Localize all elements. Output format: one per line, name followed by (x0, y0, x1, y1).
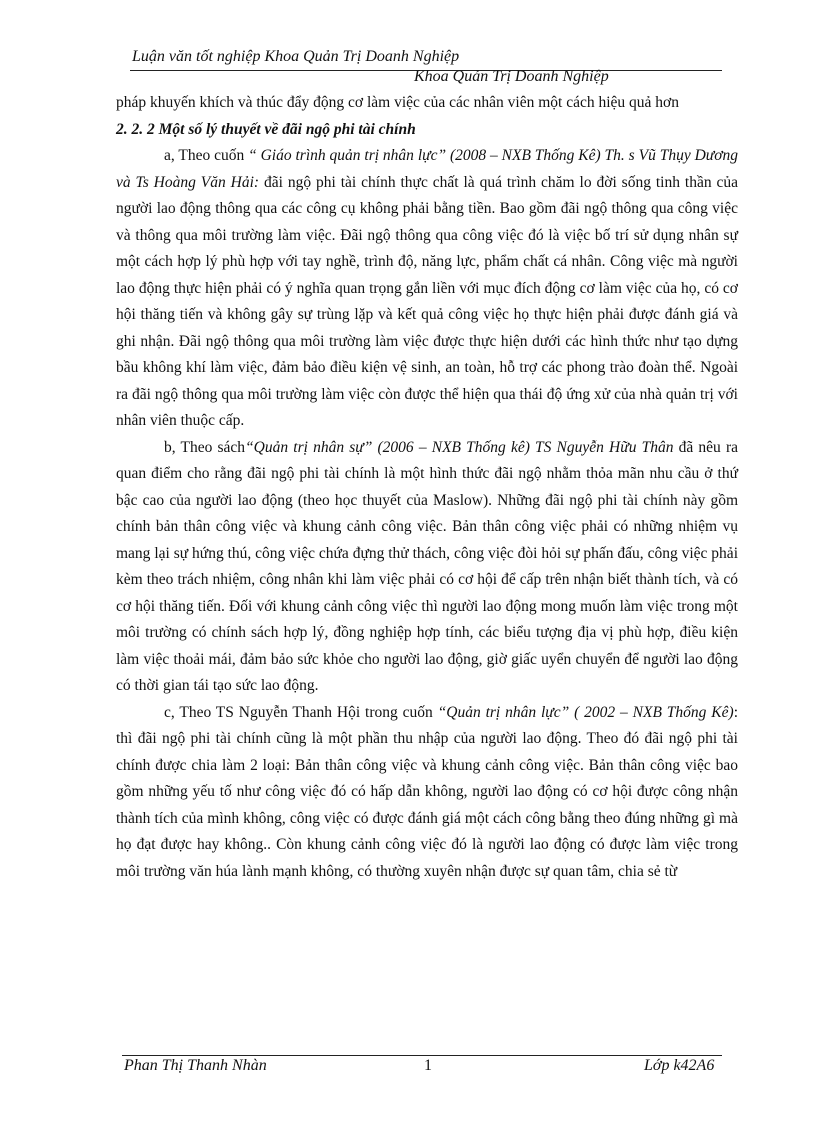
footer-author: Phan Thị Thanh Nhàn (124, 1057, 267, 1074)
paragraph-a-citation: “ Giáo trình quản trị nhân lực” (2008 – NXB Thống Kê) Th. s Vũ Thụy Dương và Ts Hoàng Văn Hải: (116, 147, 738, 191)
paragraph-a-lead: a, Theo cuốn (164, 147, 249, 164)
paragraph-intro-continuation: pháp khuyến khích và thúc đẩy động cơ làm việc của các nhân viên một cách hiệu quả hơn (116, 94, 680, 111)
paragraph-c-citation: “Quản trị nhân lực” ( 2002 – NXB Thống Kê) (437, 703, 734, 721)
running-header-dept: Khoa Quản Trị Doanh Nghiệp (414, 68, 609, 85)
paragraph-b-text: đã nêu ra quan điểm cho rằng đãi ngộ phi tài chính là một hình thức đãi ngộ nhằm thỏa mãn nhu cầu ở thứ bậc cao của người lao động (theo học thuyết của Maslow). Những đãi ngộ phi tài chính này gồm chính bản thân công việc và khung cảnh công việc. Bản thân công việc phải có những nhiệm vụ mang lại sự hứng thú, công việc chứa đựng thử thách, công việc đòi hỏi sự phấn đấu, công việc phải kèm theo trách nhiệm, công nhân khi làm việc phải có cơ hội để cấp trên nhận biết thành tích, và có cơ hội thăng tiến. Đối với khung cảnh công việc thì người lao động mong muốn làm việc trong một môi trường có chính sách hợp lý, đồng nghiệp hợp tính, các biểu tượng địa vị phù hợp, điều kiện làm việc thoải mái, đảm bảo sức khỏe cho người lao động, giờ giấc uyển chuyển để người lao động có thời gian tái tạo sức lao động. (116, 438, 739, 694)
paragraph-b-lead: b, Theo sách (164, 438, 246, 456)
page-number: 1 (424, 1057, 432, 1074)
paragraph-c-text: : thì đãi ngộ phi tài chính cũng là một phần thu nhập của người lao động. Theo đó đãi ngộ phi tài chính được chia làm 2 loại: Bản thân công việc và khung cảnh công việc. Bản thân công việc bao gồm những yếu tố như công việc đó có hấp dẫn không, người lao động có cơ hội được công nhận thành tích của mình không, công việc có được đánh giá một cách công bằng theo đúng những gì mà họ đạt được hay không.. Còn khung cảnh công việc đó là người lao động có được làm việc trong môi trường văn húa lành mạnh không, có thường xuyên nhận được sự quan tâm, chia sẻ từ (116, 703, 738, 880)
paragraph-c-lead: c, Theo TS Nguyễn Thanh Hội trong cuốn (164, 703, 438, 721)
paragraph-a-text: đãi ngộ phi tài chính thực chất là quá trình chăm lo đời sống tinh thần của người lao động thông qua các công cụ không phải bằng tiền. Bao gồm đãi ngộ thông qua công việc và thông qua môi trường làm việc. Đãi ngộ thông qua công việc đó là việc bố trí sử dụng nhân sự một cách hợp lý phù hợp với tay nghề, trình độ, năng lực, phẩm chất cá nhân. Công việc mà người lao động thực hiện phải có ý nghĩa quan trọng gắn liền với mục đích động cơ làm việc của họ, có cơ hội thăng tiến và không gây sự trùng lặp và kết quả công việc họ thực hiện phải được đánh giá và ghi nhận. Đãi ngộ thông qua môi trường làm việc được thực hiện dưới các hình thức như tạo dựng bầu không khí làm việc, đảm bảo điều kiện vệ sinh, an toàn, hỗ trợ các phong trào đoàn thể. Ngoài ra đãi ngộ thông qua môi trường làm việc còn được thể hiện qua thái độ ứng xử của nhà quản trị với nhân viên thuộc cấp. (116, 173, 738, 429)
paragraph-b (116, 435, 738, 700)
footer-rule (122, 1055, 722, 1056)
running-header-title: Luận văn tốt nghiệp Khoa Quản Trị Doanh Nghiệp (132, 48, 460, 65)
paragraph-a (116, 143, 738, 435)
paragraph-b-citation: “Quản trị nhân sự” (2006 – NXB Thống kê) TS Nguyễn Hữu Thân (245, 438, 674, 456)
section-heading: 2. 2. 2 Một số lý thuyết về đãi ngộ phi tài chính (116, 120, 416, 138)
document-body (116, 90, 738, 885)
paragraph-c (116, 700, 738, 886)
footer-class: Lớp k42A6 (644, 1057, 715, 1074)
